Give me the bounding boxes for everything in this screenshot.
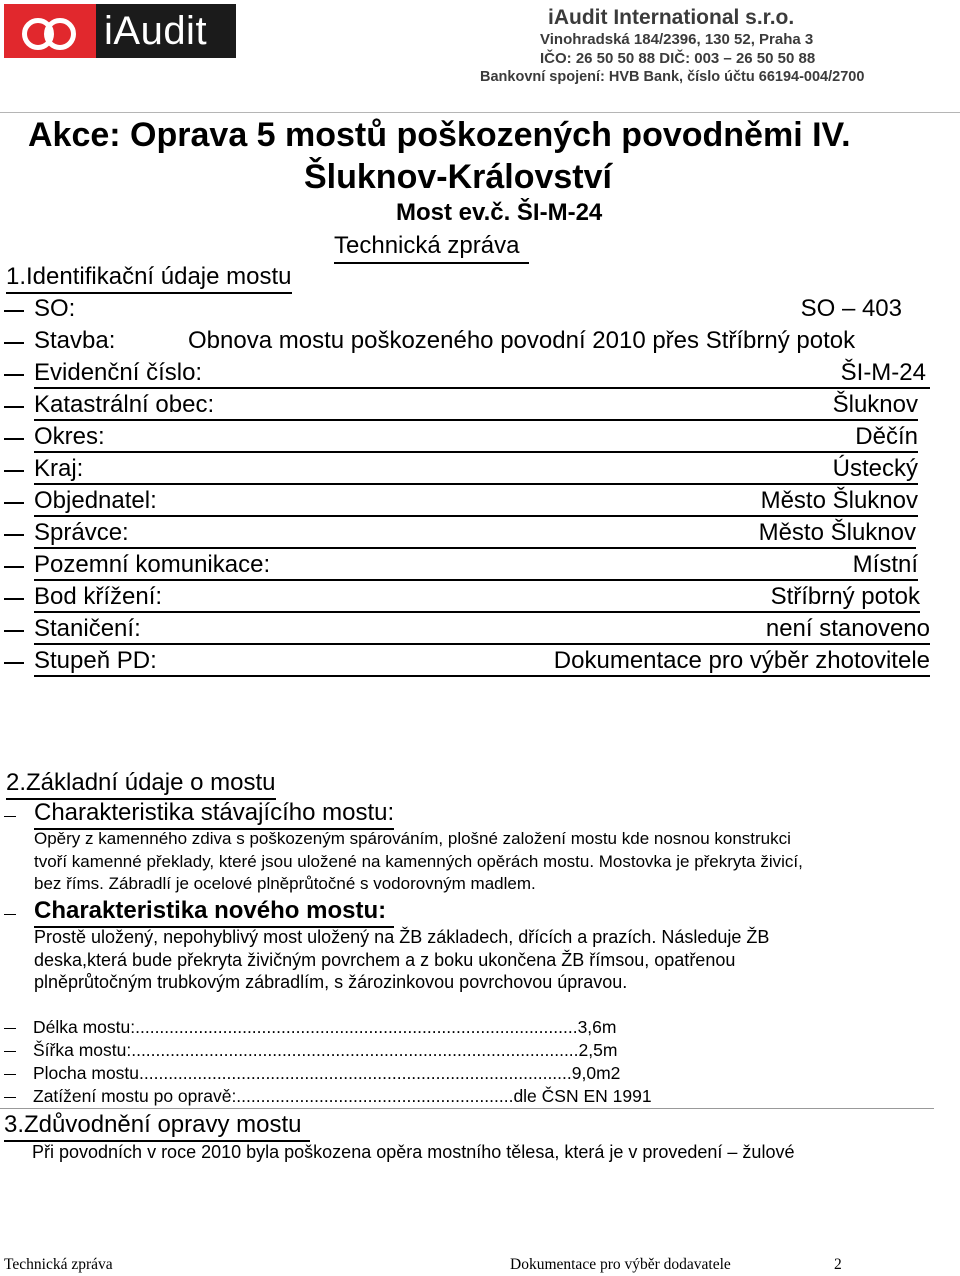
logo-text: iAudit bbox=[96, 4, 236, 58]
id-label: SO: bbox=[34, 295, 76, 322]
id-row bbox=[0, 390, 940, 422]
id-row bbox=[0, 486, 940, 518]
id-value: není stanoveno bbox=[765, 615, 930, 642]
text-line: Opěry z kamenného zdiva s poškozeným spárováním, plošné založení mostu kde nosnou konstrukci bbox=[34, 829, 791, 848]
id-value: Děčín bbox=[855, 423, 918, 450]
id-value: Ústecký bbox=[832, 455, 918, 482]
footer-doc-type: Technická zpráva bbox=[4, 1256, 113, 1273]
existing-bridge-text bbox=[34, 828, 934, 896]
id-label: Objednatel: bbox=[34, 487, 157, 514]
id-row bbox=[0, 582, 940, 614]
new-bridge-text bbox=[34, 926, 934, 994]
id-label: Bod křížení: bbox=[34, 583, 163, 610]
company-logo bbox=[4, 4, 236, 58]
id-row bbox=[0, 614, 940, 646]
company-ids: IČO: 26 50 50 88 DIČ: 003 – 26 50 50 88 bbox=[540, 50, 816, 67]
id-label: Stavba: bbox=[34, 327, 116, 354]
company-info bbox=[480, 6, 940, 87]
param-row bbox=[0, 1062, 900, 1085]
letterhead bbox=[0, 0, 960, 112]
section-2-heading: 2.Základní údaje o mostu bbox=[6, 768, 276, 800]
text-line: Prostě uložený, nepohyblivý most uložený na ŽB základech, dřících a prazích. Následuje ŽB bbox=[34, 927, 770, 947]
id-label: Stupeň PD: bbox=[34, 647, 157, 674]
id-row bbox=[0, 454, 940, 486]
id-value: Dokumentace pro výběr zhotovitele bbox=[553, 647, 930, 674]
page-number: 2 bbox=[834, 1256, 842, 1273]
new-bridge-heading: Charakteristika nového mostu: bbox=[34, 896, 394, 928]
id-row bbox=[0, 326, 940, 358]
text-line: tvoří kamenné překlady, které jsou uložené na kamenných opěrách mostu. Mostovka je překryta živicí, bbox=[34, 851, 803, 871]
param-text: Zatížení mostu po opravě:.........................................................dle ČSN EN 1991 bbox=[33, 1086, 652, 1106]
id-label: Staničení: bbox=[34, 615, 141, 642]
id-value: Stříbrný potok bbox=[770, 583, 920, 610]
id-label: Evidenční číslo: bbox=[34, 359, 203, 386]
param-row bbox=[0, 1016, 900, 1039]
id-value: Město Šluknov bbox=[758, 519, 916, 546]
bridge-number: Most ev.č. ŠI-M-24 bbox=[396, 199, 603, 226]
footer-doc-stage: Dokumentace pro výběr dodavatele bbox=[510, 1256, 731, 1273]
section-3-text: Při povodních v roce 2010 byla poškozena opěra mostního tělesa, která je v provedení – žulové bbox=[32, 1142, 795, 1162]
id-row bbox=[0, 294, 940, 326]
id-label: Okres: bbox=[34, 423, 105, 450]
id-label: Pozemní komunikace: bbox=[34, 551, 271, 578]
section-3-heading: 3.Zdůvodnění opravy mostu bbox=[4, 1110, 310, 1142]
header-divider bbox=[0, 112, 960, 113]
doc-title: Akce: Oprava 5 mostů poškozených povodněmi IV. bbox=[28, 116, 851, 154]
text-line: plněprůtočným trubkovým zábradlím, s žározinkovou povrchovou úpravou. bbox=[34, 972, 628, 992]
id-value: Šluknov bbox=[832, 391, 918, 418]
id-value: SO – 403 bbox=[800, 295, 902, 322]
doc-type: Technická zpráva bbox=[334, 230, 529, 264]
divider bbox=[0, 1108, 934, 1109]
param-text: Délka mostu:...........................................................................................3,6m bbox=[33, 1017, 617, 1037]
text-line: deska,která bude překryta živičným povrchem a z boku ukončena ŽB římsou, opatřenou bbox=[34, 949, 736, 970]
id-value: ŠI-M-24 bbox=[840, 359, 926, 386]
logo-rings-icon bbox=[4, 4, 96, 58]
id-row bbox=[0, 550, 940, 582]
doc-title-location: Šluknov-Království bbox=[304, 158, 612, 196]
id-value: Město Šluknov bbox=[760, 487, 918, 514]
bullet-dash bbox=[4, 914, 16, 915]
id-row bbox=[0, 422, 940, 454]
id-row bbox=[0, 518, 940, 550]
id-value: Obnova mostu poškozeného povodní 2010 přes Stříbrný potok bbox=[188, 327, 856, 354]
id-row bbox=[0, 646, 940, 678]
id-label: Katastrální obec: bbox=[34, 391, 215, 418]
id-label: Správce: bbox=[34, 519, 129, 546]
id-value: Místní bbox=[852, 551, 918, 578]
param-text: Plocha mostu.........................................................................................9,0m2 bbox=[33, 1063, 621, 1083]
section-1-heading: 1.Identifikační údaje mostu bbox=[6, 262, 292, 294]
id-label: Kraj: bbox=[34, 455, 84, 482]
existing-bridge-heading: Charakteristika stávajícího mostu: bbox=[34, 798, 394, 830]
bullet-dash bbox=[4, 816, 16, 817]
company-bank: Bankovní spojení: HVB Bank, číslo účtu 66194-004/2700 bbox=[480, 69, 865, 85]
company-name: iAudit International s.r.o. bbox=[548, 6, 795, 29]
param-text: Šířka mostu:............................................................................................2,5m bbox=[33, 1040, 618, 1060]
param-row bbox=[0, 1039, 900, 1062]
text-line: bez říms. Zábradlí je ocelové plněprůtočné s vodorovným madlem. bbox=[34, 874, 536, 893]
company-address: Vinohradská 184/2396, 130 52, Praha 3 bbox=[540, 31, 814, 48]
id-row bbox=[0, 358, 940, 390]
param-row bbox=[0, 1085, 900, 1108]
